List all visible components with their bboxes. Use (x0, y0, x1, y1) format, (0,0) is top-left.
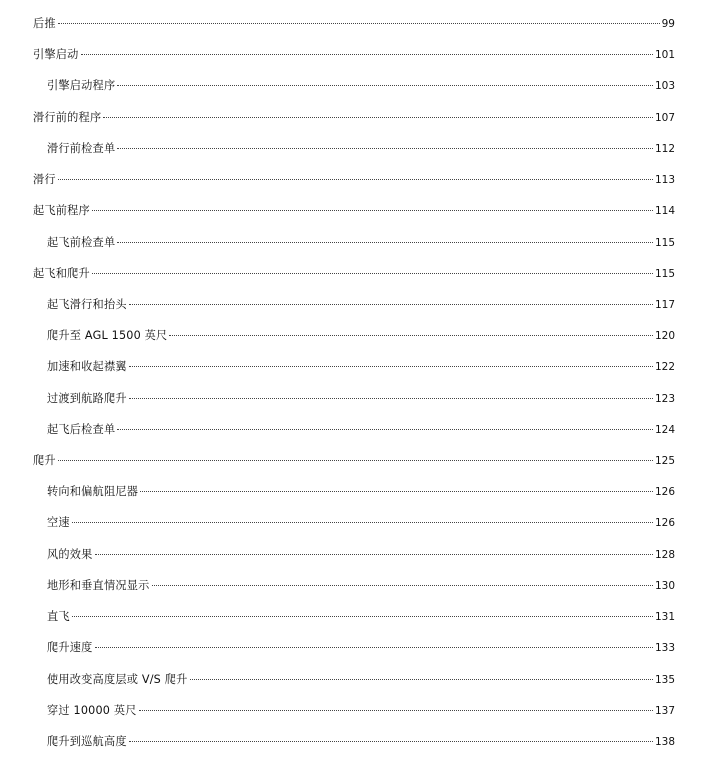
toc-entry-page: 115 (654, 268, 675, 280)
dot-leader (72, 616, 653, 617)
dot-leader (129, 398, 653, 399)
toc-entry-title: 滑行前的程序 (33, 111, 102, 124)
toc-entry-page: 125 (654, 455, 675, 467)
toc-entry-before-takeoff-checklist[interactable] (0, 233, 705, 253)
toc-entry-page: 133 (654, 642, 675, 654)
dot-leader (58, 23, 660, 24)
toc-entry-title: 滑行前检查单 (47, 142, 116, 155)
toc-entry-title: 爬升速度 (47, 641, 93, 654)
toc-entry-title: 风的效果 (47, 548, 93, 561)
toc-entry-page: 126 (654, 486, 675, 498)
dot-leader (117, 429, 653, 430)
toc-entry-page: 115 (654, 237, 675, 249)
toc-entry-title: 爬升到巡航高度 (47, 735, 127, 748)
toc-entry-transition-to-enroute-climb[interactable] (0, 389, 705, 409)
toc-entry-title: 引擎启动 (33, 48, 79, 61)
dot-leader (139, 710, 653, 711)
dot-leader (58, 179, 653, 180)
toc-entry-title: 加速和收起襟翼 (47, 360, 127, 373)
toc-entry-title: 滑行 (33, 173, 56, 186)
toc-entry-page: 120 (654, 330, 675, 342)
toc-entry-climb-to-cruise-altitude[interactable] (0, 732, 705, 752)
toc-entry-before-takeoff-procedure[interactable] (0, 201, 705, 221)
dot-leader (190, 679, 653, 680)
dot-leader (117, 148, 653, 149)
toc-entry-title: 爬升 (33, 454, 56, 467)
toc-entry-passing-10000-feet[interactable] (0, 701, 705, 721)
dot-leader (152, 585, 653, 586)
toc-entry-title: 引擎启动程序 (47, 79, 116, 92)
toc-entry-after-takeoff-checklist[interactable] (0, 420, 705, 440)
toc-entry-before-taxi-checklist[interactable] (0, 139, 705, 159)
toc-entry-direct-to[interactable] (0, 607, 705, 627)
dot-leader (95, 554, 653, 555)
toc-entry-page: 112 (654, 143, 675, 155)
toc-entry-title: 转向和偏航阻尼器 (47, 485, 139, 498)
toc-entry-title: 过渡到航路爬升 (47, 392, 127, 405)
toc-entry-engine-start-procedure[interactable] (0, 76, 705, 96)
dot-leader (129, 741, 653, 742)
toc-entry-page: 137 (654, 705, 675, 717)
toc-entry-wind-effects[interactable] (0, 545, 705, 565)
toc-entry-page: 101 (654, 49, 675, 61)
toc-entry-engine-start[interactable] (0, 45, 705, 65)
toc-entry-page: 114 (654, 205, 675, 217)
toc-entry-page: 131 (654, 611, 675, 623)
dot-leader (140, 491, 653, 492)
toc-entry-title: 使用改变高度层或 V/S 爬升 (47, 673, 188, 686)
toc-entry-title: 空速 (47, 516, 70, 529)
toc-entry-page: 117 (654, 299, 675, 311)
toc-entry-page: 123 (654, 393, 675, 405)
dot-leader (58, 460, 653, 461)
dot-leader (117, 85, 653, 86)
toc-entry-page: 130 (654, 580, 675, 592)
dot-leader (72, 522, 653, 523)
toc-entry-takeoff-roll-and-rotation[interactable] (0, 295, 705, 315)
toc-entry-page: 124 (654, 424, 675, 436)
toc-entry-page: 107 (654, 112, 675, 124)
toc-entry-turning-and-yaw-damper[interactable] (0, 482, 705, 502)
dot-leader (92, 210, 653, 211)
toc-entry-page: 122 (654, 361, 675, 373)
dot-leader (92, 273, 653, 274)
toc-entry-title: 地形和垂直情况显示 (47, 579, 150, 592)
toc-entry-page: 128 (654, 549, 675, 561)
dot-leader (117, 242, 653, 243)
toc-entry-page: 135 (654, 674, 675, 686)
dot-leader (129, 366, 653, 367)
toc-entry-page: 113 (654, 174, 675, 186)
dot-leader (81, 54, 653, 55)
toc-entry-title: 后推 (33, 17, 56, 30)
toc-entry-title: 直飞 (47, 610, 70, 623)
toc-entry-title: 起飞前程序 (33, 204, 90, 217)
toc-entry-title: 起飞后检查单 (47, 423, 116, 436)
dot-leader (129, 304, 653, 305)
toc-entry-airspeed[interactable] (0, 513, 705, 533)
toc-entry-title: 起飞滑行和抬头 (47, 298, 127, 311)
dot-leader (103, 117, 653, 118)
dot-leader (95, 647, 653, 648)
toc-entry-page: 99 (661, 18, 675, 30)
toc-entry-before-taxi-procedure[interactable] (0, 108, 705, 128)
toc-entry-climb-to-1500-agl[interactable] (0, 326, 705, 346)
toc-entry-climb-speed[interactable] (0, 638, 705, 658)
toc-entry-title: 起飞和爬升 (33, 267, 90, 280)
toc-entry-title: 爬升至 AGL 1500 英尺 (47, 329, 168, 342)
toc-entry-page: 126 (654, 517, 675, 529)
toc-entry-takeoff-and-climb[interactable] (0, 264, 705, 284)
toc-entry-acceleration-and-flap-retraction[interactable] (0, 357, 705, 377)
toc-entry-title: 穿过 10000 英尺 (47, 704, 137, 717)
toc-entry-page: 103 (654, 80, 675, 92)
toc-entry-climb[interactable] (0, 451, 705, 471)
toc-entry-terrain-and-vertical-situation-display[interactable] (0, 576, 705, 596)
toc-entry-climb-using-level-change-or-vs[interactable] (0, 670, 705, 690)
toc-entry-page: 138 (654, 736, 675, 748)
toc-entry-title: 起飞前检查单 (47, 236, 116, 249)
dot-leader (169, 335, 653, 336)
toc-entry-taxi[interactable] (0, 170, 705, 190)
toc-entry-pushback[interactable] (0, 14, 705, 34)
